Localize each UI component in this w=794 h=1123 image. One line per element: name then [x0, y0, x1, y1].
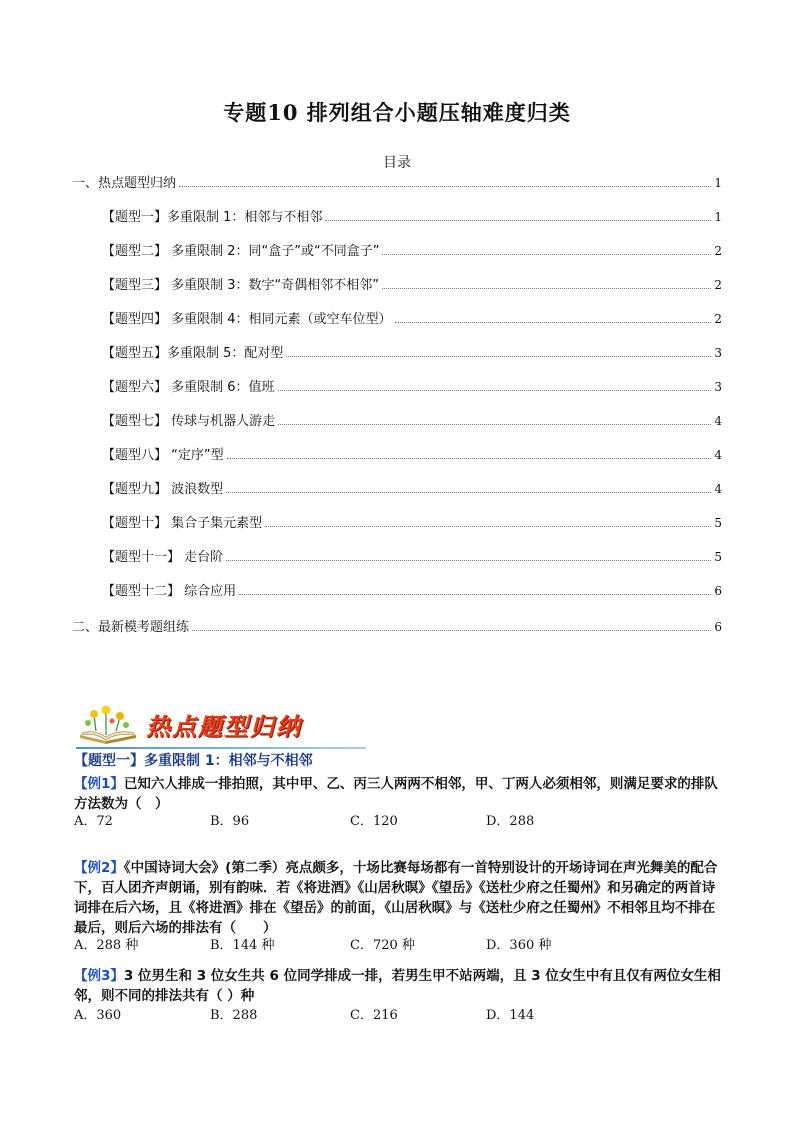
- toc-entry-label: 【题型四】 多重限制 4：相同元素（或空车位型）: [102, 312, 392, 327]
- toc-leader-dots: [265, 526, 711, 527]
- toc-entry-page: 3: [714, 346, 722, 360]
- toc-entry[interactable]: [102, 580, 722, 600]
- option-b[interactable]: B．96: [210, 814, 250, 829]
- option-d[interactable]: D．144: [486, 1008, 535, 1023]
- toc-heading: 目录: [383, 155, 411, 171]
- option-a[interactable]: A．360: [74, 1008, 122, 1023]
- toc-entry[interactable]: [102, 376, 722, 396]
- toc-entry-label: 【题型二】 多重限制 2：同“盒子”或“不同盒子”: [102, 244, 380, 259]
- question-options: [74, 810, 724, 830]
- question-text: 3 位男生和 3 位女生共 6 位同学排成一排，若男生甲不站两端，且 3 位女生中有且仅有两位女生相邻，则不同的排法共有（ ）种: [74, 968, 721, 1004]
- option-d[interactable]: D．288: [486, 814, 535, 829]
- option-c[interactable]: C．720 种: [350, 938, 415, 953]
- question-example-3: [74, 966, 724, 1006]
- toc-entry-page: 4: [714, 482, 722, 496]
- toc-leader-dots: [239, 594, 711, 595]
- toc-entry-page: 4: [714, 448, 722, 462]
- section-tag: 【题型一】: [74, 753, 144, 769]
- toc-entry-label: 二、最新模考题组练: [72, 620, 190, 635]
- toc-entry-page: 3: [714, 380, 722, 394]
- section-heading: [74, 750, 313, 770]
- toc-entry-page: 2: [714, 278, 722, 292]
- question-text: 已知六人排成一排拍照，其中甲、乙、丙三人两两不相邻，甲、丁两人必须相邻，则满足要求的排队方法数为（ ）: [74, 776, 718, 812]
- toc-entry[interactable]: [102, 274, 722, 294]
- toc-leader-dots: [286, 356, 711, 357]
- toc-entry-label: 【题型一】多重限制 1：相邻与不相邻: [102, 210, 323, 225]
- toc-entry[interactable]: [102, 546, 722, 566]
- question-example-2: [74, 858, 724, 938]
- question-tag: 【例2】: [74, 860, 124, 876]
- toc-entry-label: 一、热点题型归纳: [72, 176, 177, 191]
- banner-underline: [76, 747, 366, 749]
- toc-entry-label: 【题型六】 多重限制 6：值班: [102, 380, 275, 395]
- question-options: [74, 934, 724, 954]
- toc-entry-page: 2: [714, 244, 722, 258]
- question-text: 《中国诗词大会》(第二季）亮点颇多，十场比赛每场都有一首特别设计的开场诗词在声光舞美的配合下，百人团齐声朗诵，别有韵味．若《将进酒》《山居秋暝》《望岳》《送杜少府之任蜀州》和另确定的两首诗词排在后六场，且《将进酒》排在《望岳》的前面，《山居秋暝》与《送杜少府之任蜀州》不相邻且均不排在最后，则后六场的排法有（ ）: [74, 860, 718, 936]
- toc-entry-page: 6: [714, 620, 722, 634]
- toc-entry[interactable]: [102, 410, 722, 430]
- book-flowers-icon: [76, 705, 142, 745]
- toc-entry-page: 2: [714, 312, 722, 326]
- toc-entry-page: 4: [714, 414, 722, 428]
- toc-entry[interactable]: [102, 342, 722, 362]
- toc-entry-label: 【题型九】 波浪数型: [102, 482, 224, 497]
- toc-entry-label: 【题型五】多重限制 5：配对型: [102, 346, 284, 361]
- toc-entry-label: 【题型八】 “定序”型: [102, 448, 224, 463]
- toc-leader-dots: [382, 254, 711, 255]
- question-tag: 【例3】: [74, 968, 124, 984]
- toc-entry[interactable]: [102, 512, 722, 532]
- page-title: 专题10 排列组合小题压轴难度归类: [223, 100, 571, 125]
- toc-entry[interactable]: [102, 206, 722, 226]
- toc-entry-label: 【题型三】 多重限制 3：数字“奇偶相邻不相邻”: [102, 278, 380, 293]
- toc-leader-dots: [325, 220, 711, 221]
- toc-entry-label: 【题型十一】 走台阶: [102, 550, 224, 565]
- toc-leader-dots: [226, 492, 711, 493]
- toc-entry[interactable]: [72, 616, 722, 636]
- toc-entry-label: 【题型十二】 综合应用: [102, 584, 237, 599]
- toc-entry-page: 5: [714, 516, 722, 530]
- question-example-1: [74, 774, 724, 814]
- option-d[interactable]: D．360 种: [486, 938, 552, 953]
- toc-entry[interactable]: [102, 478, 722, 498]
- option-c[interactable]: C．216: [350, 1008, 398, 1023]
- option-c[interactable]: C．120: [350, 814, 398, 829]
- section-title: 多重限制 1：相邻与不相邻: [144, 753, 313, 769]
- toc-leader-dots: [179, 186, 711, 187]
- toc-entry-page: 6: [714, 584, 722, 598]
- option-b[interactable]: B．288: [210, 1008, 258, 1023]
- toc-entry[interactable]: [102, 308, 722, 328]
- toc-leader-dots: [192, 630, 711, 631]
- toc-entry[interactable]: [72, 172, 722, 192]
- question-options: [74, 1004, 724, 1024]
- toc-entry-page: 1: [714, 210, 722, 224]
- banner-title: 热点题型归纳: [146, 712, 302, 741]
- toc-entry-label: 【题型十】 集合子集元素型: [102, 516, 263, 531]
- toc-leader-dots: [278, 424, 711, 425]
- toc-entry[interactable]: [102, 240, 722, 260]
- toc-leader-dots: [278, 390, 712, 391]
- toc-entry-label: 【题型七】 传球与机器人游走: [102, 414, 276, 429]
- option-a[interactable]: A．72: [74, 814, 113, 829]
- option-a[interactable]: A．288 种: [74, 938, 139, 953]
- toc-leader-dots: [382, 288, 711, 289]
- question-tag: 【例1】: [74, 776, 124, 792]
- toc-leader-dots: [226, 560, 711, 561]
- toc-leader-dots: [395, 322, 712, 323]
- section-banner: [76, 705, 356, 745]
- toc-entry-page: 1: [714, 176, 722, 190]
- option-b[interactable]: B．144 种: [210, 938, 275, 953]
- toc-entry-page: 5: [714, 550, 722, 564]
- toc-entry[interactable]: [102, 444, 722, 464]
- toc-leader-dots: [227, 458, 712, 459]
